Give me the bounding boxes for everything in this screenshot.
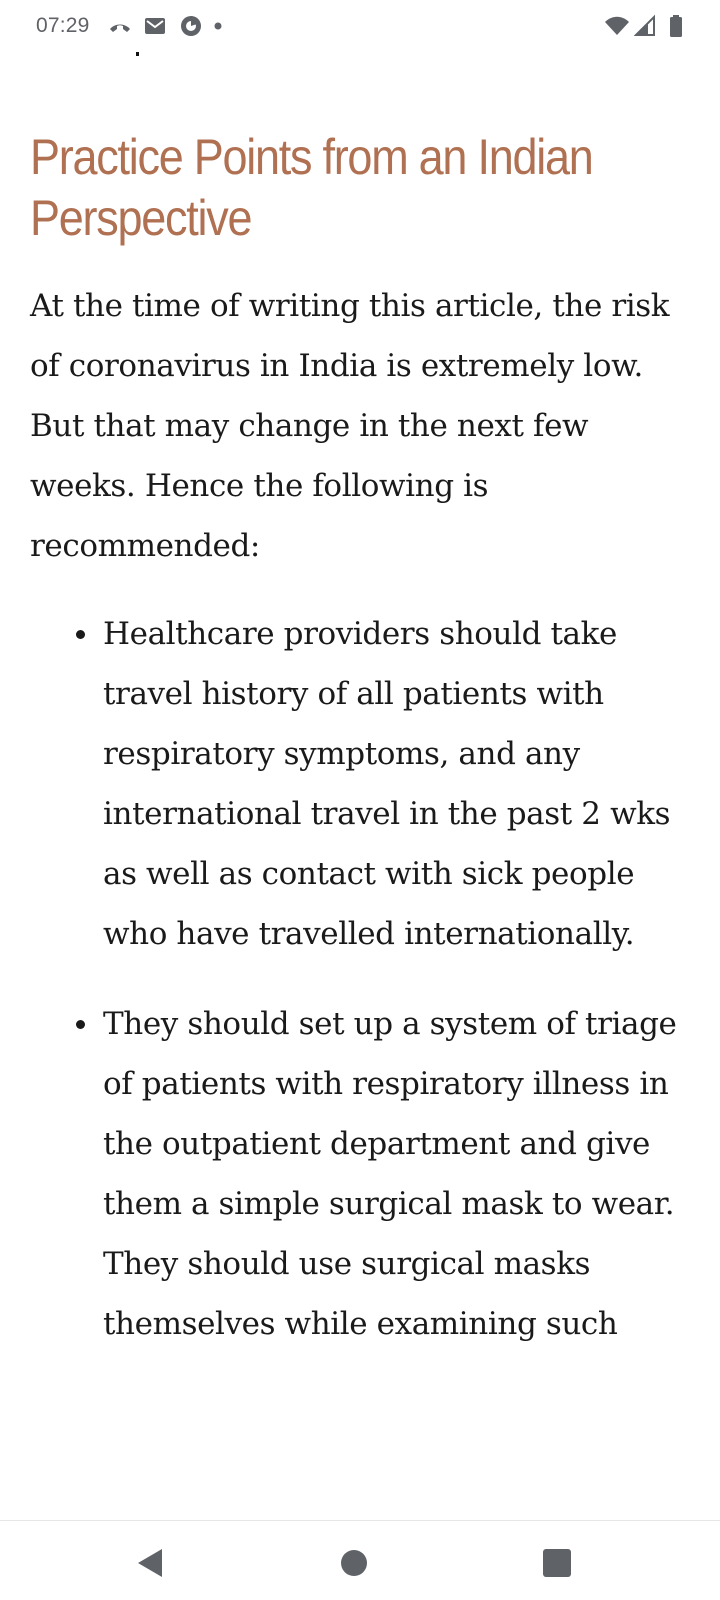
missed-call-icon bbox=[107, 14, 133, 38]
list-item bbox=[0, 604, 720, 964]
article-content[interactable] bbox=[0, 52, 720, 1520]
intro-paragraph: At the time of writing this article, the risk of coronavirus in India is extremely low. But that may change in the next few weeks. Hence the following is recommended: bbox=[30, 288, 670, 564]
home-icon bbox=[339, 1548, 369, 1578]
back-icon bbox=[135, 1547, 165, 1579]
article-heading: Practice Points from an Indian Perspective bbox=[30, 129, 593, 246]
bullet-icon bbox=[76, 1020, 85, 1029]
data-saver-icon bbox=[178, 14, 204, 38]
status-time: 07:29 bbox=[36, 14, 90, 37]
back-button[interactable] bbox=[130, 1543, 170, 1583]
list-item-text: Healthcare providers should take travel history of all patients with respiratory symptoms, and any international travel in the past 2 wks as well as contact with sick people who have travelled internationally. bbox=[103, 616, 671, 952]
battery-icon bbox=[668, 14, 684, 38]
home-button[interactable] bbox=[334, 1543, 374, 1583]
recommendations-list bbox=[0, 604, 720, 1384]
list-item bbox=[0, 994, 720, 1354]
recents-button[interactable] bbox=[537, 1543, 577, 1583]
list-item-text: They should set up a system of triage of patients with respiratory illness in the outpatient department and give them a simple surgical mask to wear. They should use surgical masks themselves while examining such bbox=[103, 1006, 677, 1342]
recents-icon bbox=[542, 1548, 572, 1578]
status-bar bbox=[0, 0, 720, 52]
cellular-signal-icon bbox=[634, 14, 656, 38]
gmail-icon bbox=[143, 14, 167, 38]
navigation-bar bbox=[0, 1520, 720, 1600]
bullet-icon bbox=[76, 630, 85, 639]
notification-dot-icon bbox=[212, 14, 224, 38]
wifi-icon bbox=[604, 14, 630, 38]
clipped-text-remnant bbox=[136, 52, 148, 59]
